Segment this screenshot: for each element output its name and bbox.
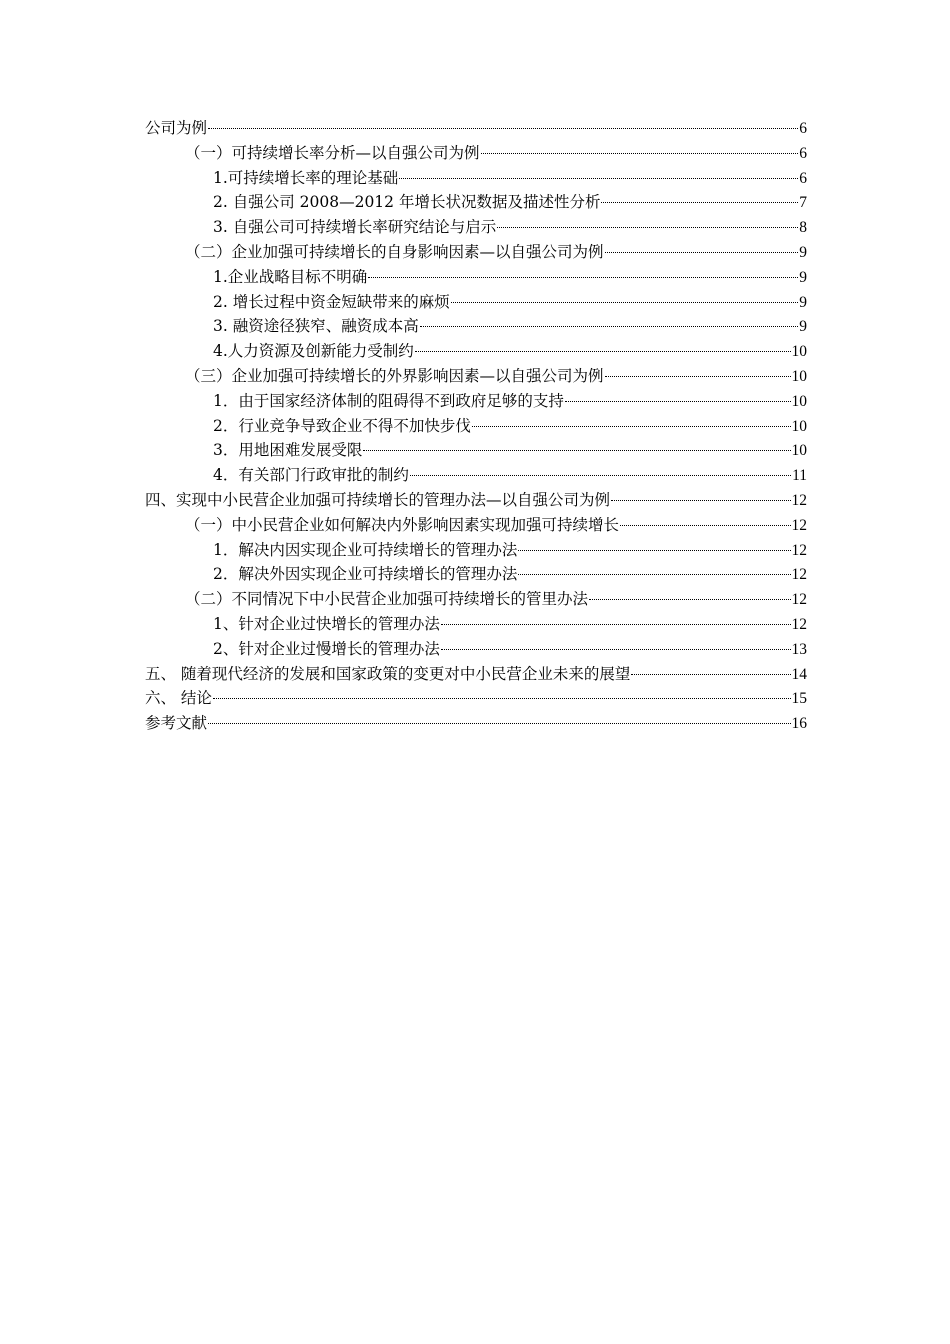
toc-entry[interactable] [145,637,807,662]
toc-entry[interactable] [145,364,807,389]
toc-entry-title[interactable]: 1.可持续增长率的理论基础 [213,168,399,187]
toc-dot-leader [363,450,790,451]
toc-dot-leader [611,500,790,501]
toc-entry[interactable] [145,141,807,166]
toc-dot-leader [481,153,799,154]
toc-entry[interactable] [145,190,807,215]
toc-entry-title[interactable]: 2．行业竞争导致企业不得不加快步伐 [213,416,471,435]
toc-page-number: 14 [791,665,807,683]
toc-entry[interactable] [145,116,807,141]
toc-entry[interactable] [145,662,807,687]
toc-dot-leader [451,302,799,303]
toc-entry[interactable] [145,339,807,364]
toc-page-number: 6 [799,169,807,187]
toc-page-number: 8 [799,219,807,237]
toc-entry-title[interactable]: 4.人力资源及创新能力受制约 [213,342,414,361]
toc-page-number: 6 [799,120,807,137]
toc-entry[interactable] [145,265,807,290]
toc-entry-title[interactable]: 五、 随着现代经济的发展和国家政策的变更对中小民营企业未来的展望 [145,664,631,683]
toc-dot-leader [213,698,791,699]
toc-entry-title[interactable]: 4．有关部门行政审批的制约 [213,466,409,485]
toc-entry-title[interactable]: 1.企业战略目标不明确 [213,267,368,286]
toc-entry[interactable] [145,314,807,339]
toc-entry-title[interactable]: 六、 结论 [145,689,212,708]
toc-dot-leader [410,475,791,476]
toc-entry[interactable] [145,587,807,612]
toc-dot-leader [368,277,798,278]
toc-entry[interactable] [145,711,807,736]
toc-entry[interactable] [145,612,807,637]
toc-entry-title[interactable]: （一）中小民营企业如何解决内外影响因素实现加强可持续增长 [185,515,620,534]
toc-dot-leader [420,326,799,327]
toc-page-number: 9 [799,318,807,336]
toc-entry[interactable] [145,513,807,538]
table-of-contents [145,116,807,736]
toc-page-number: 9 [799,243,807,261]
toc-dot-leader [601,202,798,203]
toc-page-number: 15 [791,690,807,708]
toc-entry[interactable] [145,215,807,240]
toc-entry-title[interactable]: 3. 融资途径狭窄、融资成本高 [213,317,419,336]
toc-entry[interactable] [145,463,807,488]
toc-entry-title[interactable]: （一）可持续增长率分析—以自强公司为例 [185,143,480,162]
toc-page-number: 10 [791,343,807,361]
toc-entry-title[interactable]: （二）不同情况下中小民营企业加强可持续增长的管里办法 [185,590,589,609]
toc-page-number: 7 [799,194,807,212]
toc-page-number: 12 [791,566,807,584]
toc-entry[interactable] [145,562,807,587]
toc-dot-leader [441,649,791,650]
toc-entry-title[interactable]: 公司为例 [145,119,208,137]
toc-page-number: 9 [799,268,807,286]
toc-page-number: 12 [791,541,807,559]
toc-entry-title[interactable]: 1．解决内因实现企业可持续增长的管理办法 [213,540,518,559]
toc-page-number: 12 [791,491,807,509]
toc-entry-title[interactable]: （二）企业加强可持续增长的自身影响因素—以自强公司为例 [185,242,604,261]
toc-entry-title[interactable]: 四、实现中小民营企业加强可持续增长的管理办法—以自强公司为例 [145,490,611,509]
toc-entry[interactable] [145,389,807,414]
toc-dot-leader [415,351,791,352]
toc-entry-title[interactable]: 2．解决外因实现企业可持续增长的管理办法 [213,565,518,584]
toc-entry[interactable] [145,488,807,513]
toc-page-number: 12 [791,516,807,534]
toc-entry-title[interactable]: 2. 自强公司 2008—2012 年增长状况数据及描述性分析 [213,193,601,212]
toc-entry-title[interactable]: 1．由于国家经济体制的阻碍得不到政府足够的支持 [213,391,564,410]
toc-dot-leader [589,599,790,600]
toc-page-number: 10 [791,392,807,410]
toc-entry-title[interactable]: （三）企业加强可持续增长的外界影响因素—以自强公司为例 [185,366,604,385]
toc-dot-leader [565,401,791,402]
toc-dot-leader [208,128,798,129]
toc-entry[interactable] [145,538,807,563]
toc-page-number: 13 [791,640,807,658]
toc-entry-title[interactable]: 1、针对企业过快增长的管理办法 [213,614,440,633]
toc-entry[interactable] [145,290,807,315]
toc-dot-leader [399,178,798,179]
toc-entry-title[interactable]: 2. 增长过程中资金短缺带来的麻烦 [213,292,450,311]
toc-page-number: 16 [791,715,807,733]
toc-page-number: 6 [799,144,807,162]
toc-page-number: 10 [791,417,807,435]
toc-dot-leader [518,574,790,575]
toc-dot-leader [605,376,791,377]
toc-entry[interactable] [145,240,807,265]
toc-page-number: 10 [791,367,807,385]
toc-page-number: 10 [791,442,807,460]
toc-dot-leader [518,550,790,551]
toc-entry[interactable] [145,166,807,191]
toc-dot-leader [472,426,791,427]
toc-entry-title[interactable]: 3. 自强公司可持续增长率研究结论与启示 [213,218,497,237]
toc-entry[interactable] [145,686,807,711]
toc-dot-leader [605,252,799,253]
toc-dot-leader [497,227,798,228]
toc-dot-leader [620,525,790,526]
toc-entry-title[interactable]: 2、针对企业过慢增长的管理办法 [213,639,440,658]
toc-entry[interactable] [145,414,807,439]
toc-page-number: 12 [791,615,807,633]
toc-page-number: 11 [792,467,807,485]
toc-dot-leader [441,624,791,625]
toc-entry-title[interactable]: 3．用地困难发展受限 [213,441,363,460]
toc-entry-title[interactable]: 参考文献 [145,714,208,733]
toc-dot-leader [208,723,790,724]
toc-page-number: 9 [799,293,807,311]
toc-dot-leader [631,674,790,675]
toc-page-number: 12 [791,591,807,609]
toc-entry[interactable] [145,438,807,463]
